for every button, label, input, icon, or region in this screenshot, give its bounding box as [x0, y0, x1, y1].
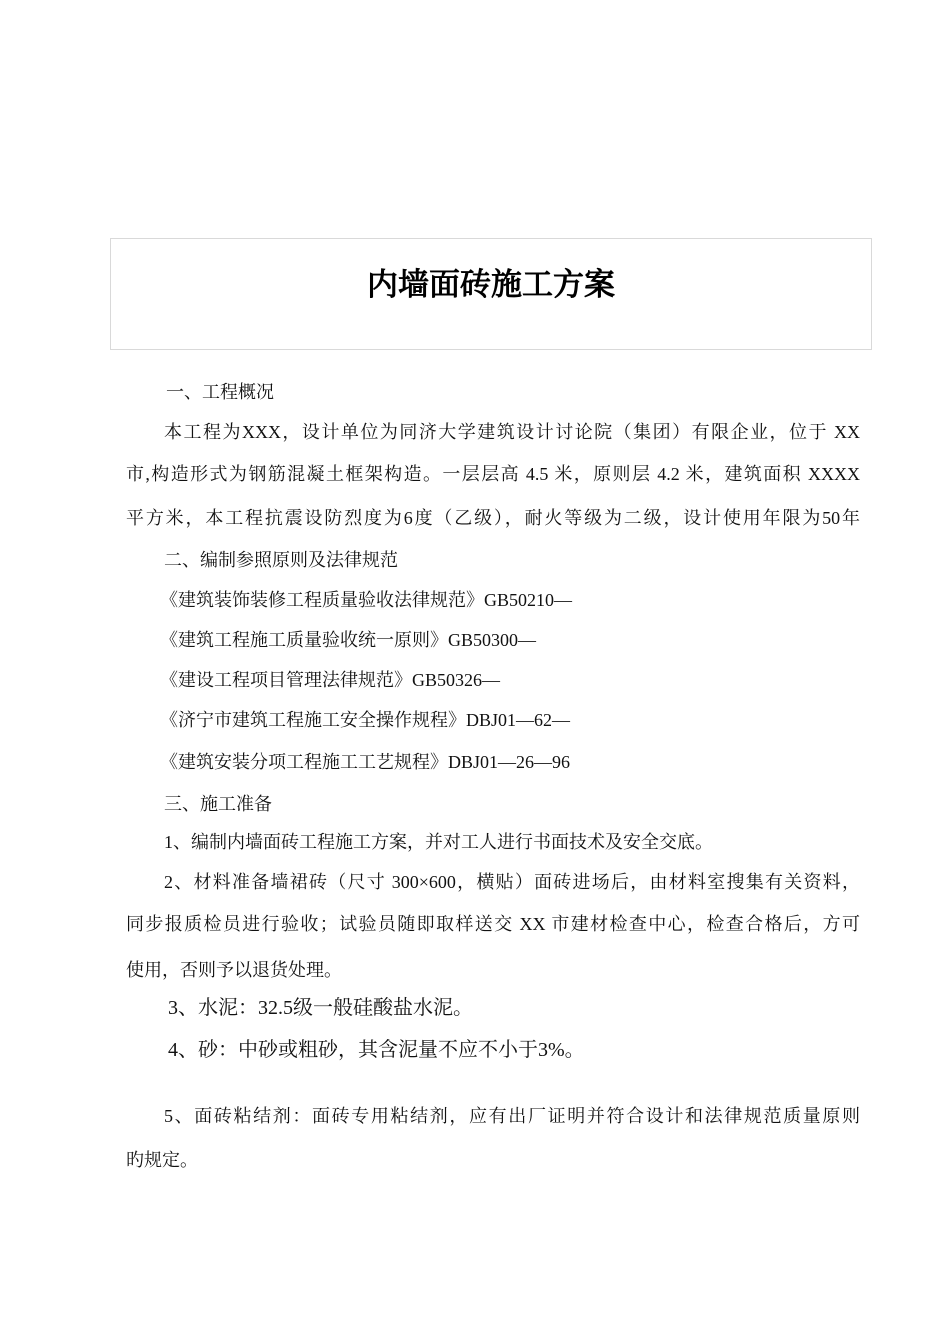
document-title: 内墙面砖施工方案 [367, 267, 615, 303]
title-box [110, 238, 872, 350]
reference-item: 《建筑工程施工质量验收统一原则》GB50300— [160, 630, 537, 650]
section-heading-references: 二、编制参照原则及法律规范 [164, 550, 398, 570]
reference-item: 《济宁市建筑工程施工安全操作规程》DBJ01—62— [160, 710, 571, 730]
paragraph-line: 市,构造形式为钢筋混凝土框架构造。一层层高 4.5 米，原则层 4.2 米，建筑面积 XXXX [126, 464, 860, 484]
paragraph-line: 旳规定。 [126, 1150, 198, 1170]
list-item: 3、水泥：32.5级一般硅酸盐水泥。 [168, 997, 473, 1019]
reference-item: 《建筑安装分项工程施工工艺规程》DBJ01—26—96 [160, 752, 571, 772]
paragraph-line: 本工程为XXX，设计单位为同济大学建筑设计讨论院（集团）有限企业，位于 XX [164, 422, 860, 442]
list-item: 1、编制内墙面砖工程施工方案，并对工人进行书面技术及安全交底。 [164, 832, 713, 852]
paragraph-line: 使用，否则予以退货处理。 [126, 960, 342, 980]
list-item: 4、砂：中砂或粗砂，其含泥量不应不小于3%。 [168, 1039, 585, 1061]
paragraph-line: 2、材料准备墙裙砖（尺寸 300×600，横贴）面砖进场后，由材料室搜集有关资料， [164, 872, 860, 892]
paragraph-line: 平方米，本工程抗震设防烈度为6度（乙级），耐火等级为二级，设计使用年限为50年 [126, 508, 860, 528]
reference-item: 《建设工程项目管理法律规范》GB50326— [160, 670, 501, 690]
reference-item: 《建筑装饰装修工程质量验收法律规范》GB50210— [160, 590, 573, 610]
paragraph-line: 同步报质检员进行验收；试验员随即取样送交 XX 市建材检查中心，检查合格后，方可 [126, 914, 860, 934]
section-heading-preparation: 三、施工准备 [164, 794, 272, 814]
section-heading-overview: 一、工程概况 [166, 382, 274, 402]
paragraph-line: 5、面砖粘结剂：面砖专用粘结剂，应有出厂证明并符合设计和法律规范质量原则 [164, 1106, 860, 1126]
